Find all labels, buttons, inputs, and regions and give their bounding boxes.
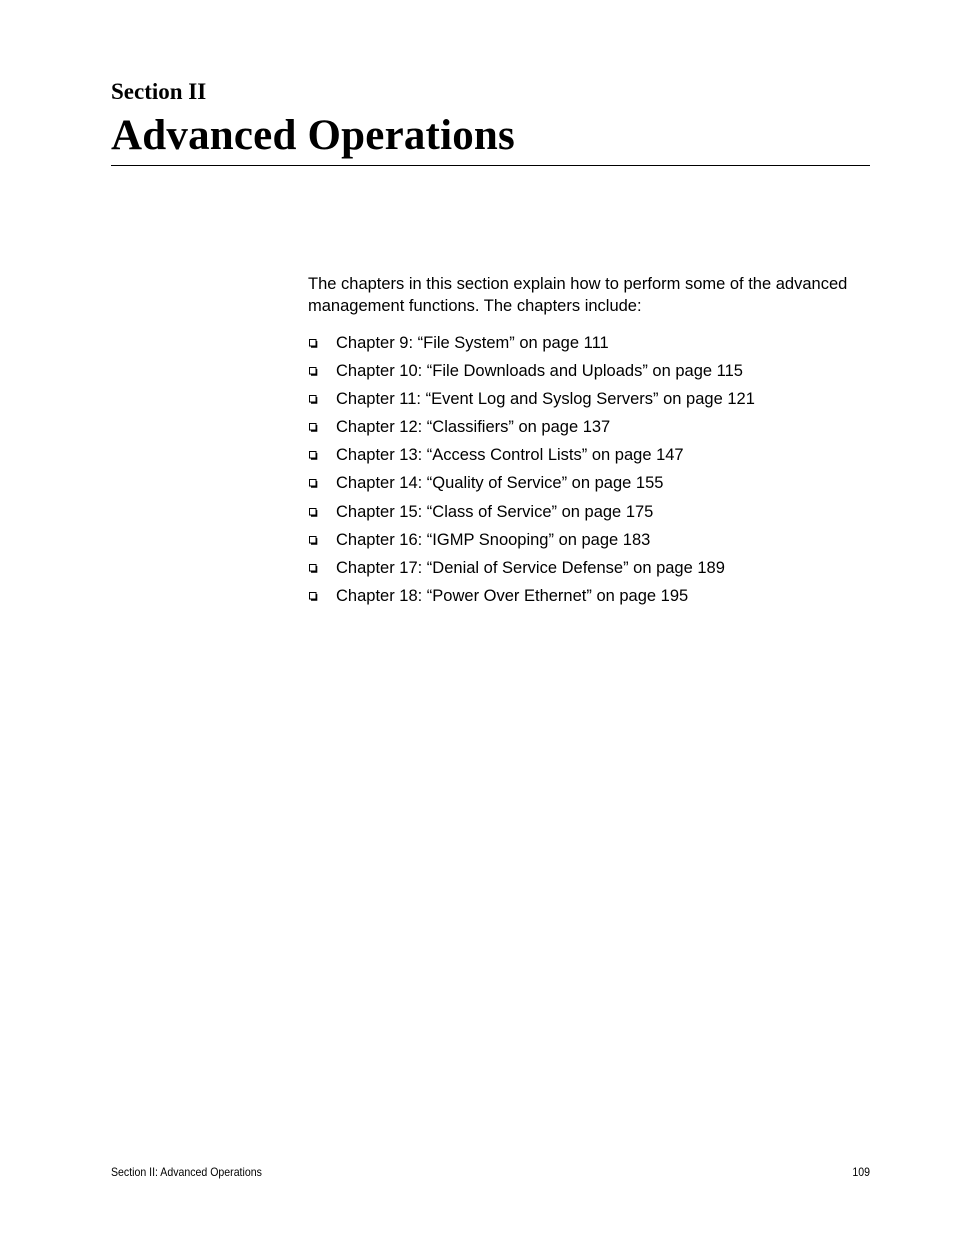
chapter-list-item[interactable] xyxy=(308,388,755,416)
footer-running-title: Section II: Advanced Operations xyxy=(111,1165,262,1179)
chapter-list-item[interactable] xyxy=(308,501,755,529)
checkbox-bullet-icon xyxy=(309,451,318,460)
chapter-list-item[interactable] xyxy=(308,557,755,585)
chapter-link-text[interactable]: Chapter 10: “File Downloads and Uploads” on page 115 xyxy=(336,362,743,381)
intro-paragraph: The chapters in this section explain how to perform some of the advanced management functions. The chapters include: xyxy=(308,275,848,315)
checkbox-bullet-icon xyxy=(309,508,318,517)
title-divider xyxy=(111,165,870,166)
chapter-list-item[interactable] xyxy=(308,360,755,388)
footer-page-number: 109 xyxy=(852,1165,870,1179)
checkbox-bullet-icon xyxy=(309,395,318,404)
checkbox-bullet-icon xyxy=(309,479,318,488)
page-title: Advanced Operations xyxy=(111,112,515,159)
chapter-list-item[interactable] xyxy=(308,332,755,360)
checkbox-bullet-icon xyxy=(309,339,318,348)
chapter-link-text[interactable]: Chapter 16: “IGMP Snooping” on page 183 xyxy=(336,530,651,549)
chapter-list xyxy=(308,332,755,613)
section-label: Section II xyxy=(111,79,207,104)
chapter-link-text[interactable]: Chapter 14: “Quality of Service” on page 155 xyxy=(336,474,664,493)
chapter-list-item[interactable] xyxy=(308,472,755,500)
chapter-list-item[interactable] xyxy=(308,529,755,557)
checkbox-bullet-icon xyxy=(309,564,318,573)
chapter-link-text[interactable]: Chapter 13: “Access Control Lists” on page 147 xyxy=(336,446,684,465)
chapter-link-text[interactable]: Chapter 9: “File System” on page 111 xyxy=(336,334,609,352)
chapter-link-text[interactable]: Chapter 17: “Denial of Service Defense” on page 189 xyxy=(336,558,725,577)
checkbox-bullet-icon xyxy=(309,423,318,432)
checkbox-bullet-icon xyxy=(309,536,318,545)
chapter-list-item[interactable] xyxy=(308,416,755,444)
checkbox-bullet-icon xyxy=(309,367,318,376)
chapter-list-item[interactable] xyxy=(308,444,755,472)
chapter-link-text[interactable]: Chapter 11: “Event Log and Syslog Servers” on page 121 xyxy=(336,390,755,409)
chapter-link-text[interactable]: Chapter 15: “Class of Service” on page 175 xyxy=(336,502,654,521)
chapter-list-item[interactable] xyxy=(308,585,755,613)
checkbox-bullet-icon xyxy=(309,592,318,601)
chapter-link-text[interactable]: Chapter 12: “Classifiers” on page 137 xyxy=(336,418,611,437)
chapter-link-text[interactable]: Chapter 18: “Power Over Ethernet” on page 195 xyxy=(336,586,689,605)
